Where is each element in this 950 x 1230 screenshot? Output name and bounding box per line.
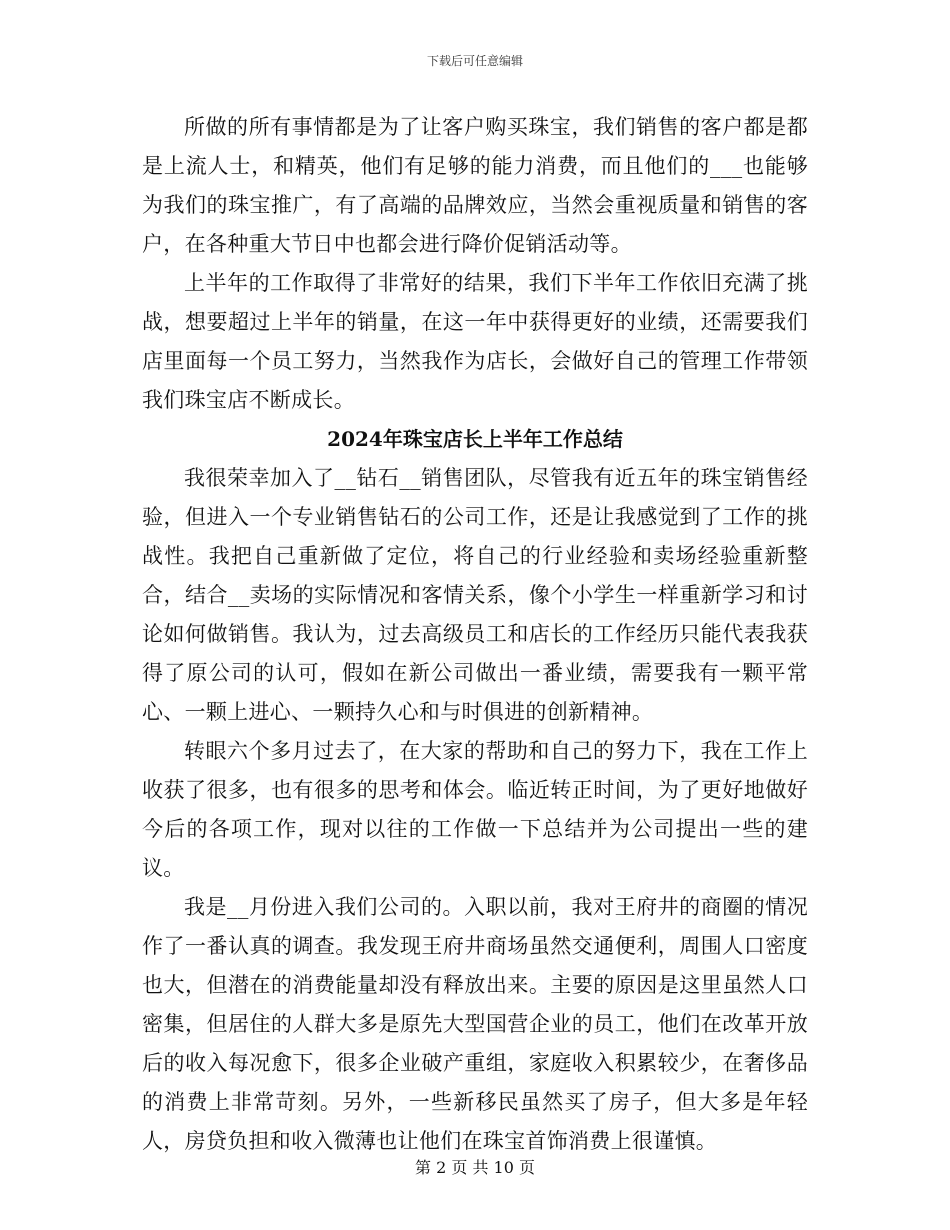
paragraph-1: 所做的所有事情都是为了让客户购买珠宝，我们销售的客户都是都是上流人士，和精英，他们有足够的能力消费，而且他们的___也能够为我们的珠宝推广，有了高端的品牌效应，当然会重视质量和销售的客户，在各种重大节日中也都会进行降价促销活动等。	[142, 115, 808, 256]
section-title: 2024年珠宝店长上半年工作总结	[327, 427, 623, 451]
page-header-note: 下载后可任意编辑	[426, 54, 523, 68]
paragraph-5: 我是__月份进入我们公司的。入职以前，我对王府井的商圈的情况作了一番认真的调查。我发现王府井商场虽然交通便利，周围人口密度也大，但潜在的消费能量却没有释放出来。主要的原因是这里虽然人口密集，但居住的人群大多是原先大型国营企业的员工，他们在改革开放后的收入每况愈下，很多企业破产重组，家庭收入积累较少，在奢侈品的消费上非常苛刻。另外，一些新移民虽然买了房子，但大多是年轻人，房贷负担和收入微薄也让他们在珠宝首饰消费上很谨慎。	[142, 895, 808, 1153]
paragraph-4: 转眼六个多月过去了，在大家的帮助和自己的努力下，我在工作上收获了很多，也有很多的思考和体会。临近转正时间，为了更好地做好今后的各项工作，现对以往的工作做一下总结并为公司提出一些的建议。	[142, 739, 808, 880]
paragraph-3: 我很荣幸加入了__钻石__销售团队，尽管我有近五年的珠宝销售经验，但进入一个专业销售钻石的公司工作，还是让我感觉到了工作的挑战性。我把自己重新做了定位，将自己的行业经验和卖场经验重新整合，结合__卖场的实际情况和客情关系，像个小学生一样重新学习和讨论如何做销售。我认为，过去高级员工和店长的工作经历只能代表我获得了原公司的认可，假如在新公司做出一番业绩，需要我有一颗平常心、一颗上进心、一颗持久心和与时俱进的创新精神。	[142, 466, 808, 724]
paragraph-2: 上半年的工作取得了非常好的结果，我们下半年工作依旧充满了挑战，想要超过上半年的销量，在这一年中获得更好的业绩，还需要我们店里面每一个员工努力，当然我作为店长，会做好自己的管理工作带领我们珠宝店不断成长。	[142, 271, 808, 412]
page-number: 第 2 页 共 10 页	[415, 1158, 535, 1177]
document-body	[142, 108, 808, 1161]
